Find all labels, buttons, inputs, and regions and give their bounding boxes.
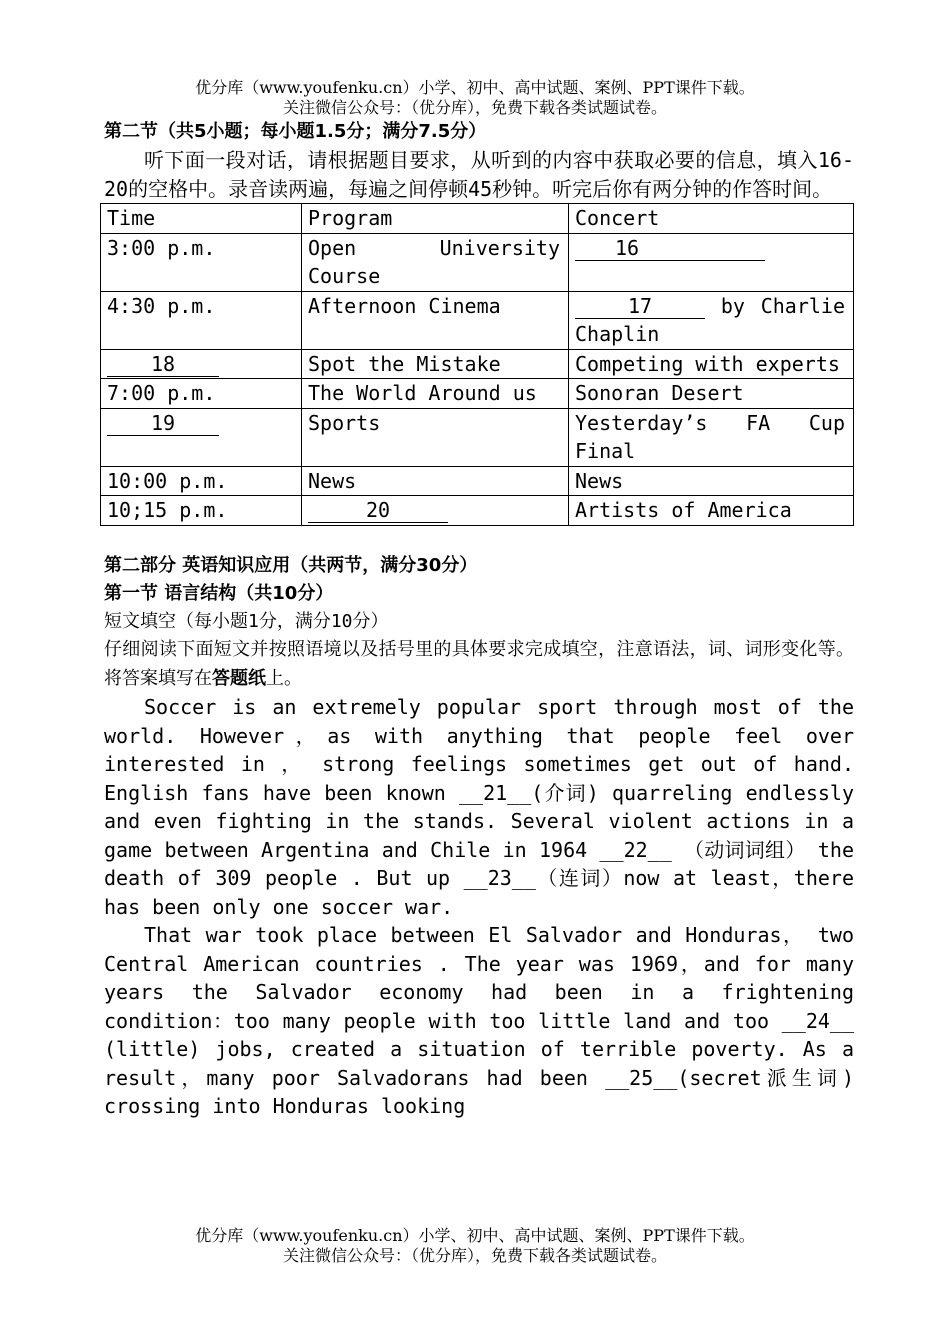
cell-time: 10;15 p.m. [101, 496, 302, 526]
cell-concert [569, 233, 854, 291]
main-content [104, 118, 854, 1121]
program-text: Open University Course [308, 235, 560, 288]
page-header [0, 78, 950, 118]
cell-concert: Competing with experts [569, 349, 854, 379]
table-row [101, 466, 854, 496]
cell-program [302, 496, 569, 526]
part2-subtitle: 短文填空（每小题1分，满分10分） [104, 610, 389, 632]
table-row [101, 408, 854, 466]
table-header-row [101, 204, 854, 234]
header-program: Program [302, 204, 569, 234]
blank-20: 20 [308, 498, 448, 523]
part2-section1-title: 第一节 语言结构（共10分） [104, 582, 334, 604]
answer-sheet-label: 答题纸 [212, 667, 266, 689]
table-row [101, 291, 854, 349]
cell-program: Spot the Mistake [302, 349, 569, 379]
part2-title: 第二部分 英语知识应用（共两节，满分30分） [104, 554, 478, 576]
cell-time: 4:30 p.m. [101, 291, 302, 349]
passage-paragraph-1: Soccer is an extremely popular sport through most of the world. However，as with anything that people feel over interested in ， strong feelings sometimes get out of hand. English fans have been known __21__(介词) quarreling endlessly and even fighting in the stands. Several violent actions in a game between Argentina and Chile in 1964 __22__ （动词词组） the death of 309 people . But up __23__（连词）now at least，there has been only one soccer war. [104, 695, 854, 919]
blank-17: 17 [575, 294, 705, 319]
cell-program: The World Around us [302, 379, 569, 409]
cell-program: Afternoon Cinema [302, 291, 569, 349]
listening-section-title: 第二节（共5小题；每小题1.5分；满分7.5分） [104, 121, 487, 142]
blank-16: 16 [575, 236, 765, 261]
cell-program [302, 233, 569, 291]
concert-text: by Charlie Chaplin [575, 293, 845, 346]
cell-time [101, 408, 302, 466]
passage-paragraph-2: That war took place between El Salvador and Honduras， two Central American countries . The year was 1969，and for many years the Salvador economy had been in a frightening condition：too many people with too little land and too __24__ (little) jobs, created a situation of terrible poverty. As a result，many poor Salvadorans had been __25__(secret派生词) crossing into Honduras looking [104, 923, 854, 1118]
footer-line-1: 优分库（www.youfenku.cn）小学、初中、高中试题、案例、PPT课件下载。 [195, 1226, 755, 1245]
header-line-1: 优分库（www.youfenku.cn）小学、初中、高中试题、案例、PPT课件下载。 [195, 78, 755, 97]
table-row [101, 379, 854, 409]
blank-18: 18 [107, 352, 219, 377]
cell-concert: News [569, 466, 854, 496]
part2-instructions [104, 636, 854, 693]
cell-time: 10:00 p.m. [101, 466, 302, 496]
cell-time: 7:00 p.m. [101, 379, 302, 409]
page-footer [0, 1226, 950, 1266]
header-concert: Concert [569, 204, 854, 234]
footer-line-2: 关注微信公众号：（优分库），免费下载各类试题试卷。 [282, 1246, 667, 1265]
table-row [101, 349, 854, 379]
schedule-table [100, 203, 854, 526]
blank-19: 19 [107, 411, 219, 436]
listening-instructions: 听下面一段对话，请根据题目要求，从听到的内容中获取必要的信息，填入16-20的空格中。录音读两遍，每遍之间停顿45秒钟。听完后你有两分钟的作答时间。 [104, 148, 854, 201]
header-time: Time [101, 204, 302, 234]
instructions-end: 上。 [266, 667, 302, 689]
cell-concert: Yesterday’s FA Cup Final [569, 408, 854, 466]
cell-concert: Artists of America [569, 496, 854, 526]
cell-time: 3:00 p.m. [101, 233, 302, 291]
instructions-text: 仔细阅读下面短文并按照语境以及括号里的具体要求完成填空，注意语法，词、词形变化等。将答案填写在 [104, 639, 854, 689]
cell-concert: Sonoran Desert [569, 379, 854, 409]
table-row [101, 496, 854, 526]
cell-program: News [302, 466, 569, 496]
table-row [101, 233, 854, 291]
cell-concert [569, 291, 854, 349]
cell-program: Sports [302, 408, 569, 466]
header-line-2: 关注微信公众号：（优分库），免费下载各类试题试卷。 [282, 98, 667, 117]
cell-time [101, 349, 302, 379]
